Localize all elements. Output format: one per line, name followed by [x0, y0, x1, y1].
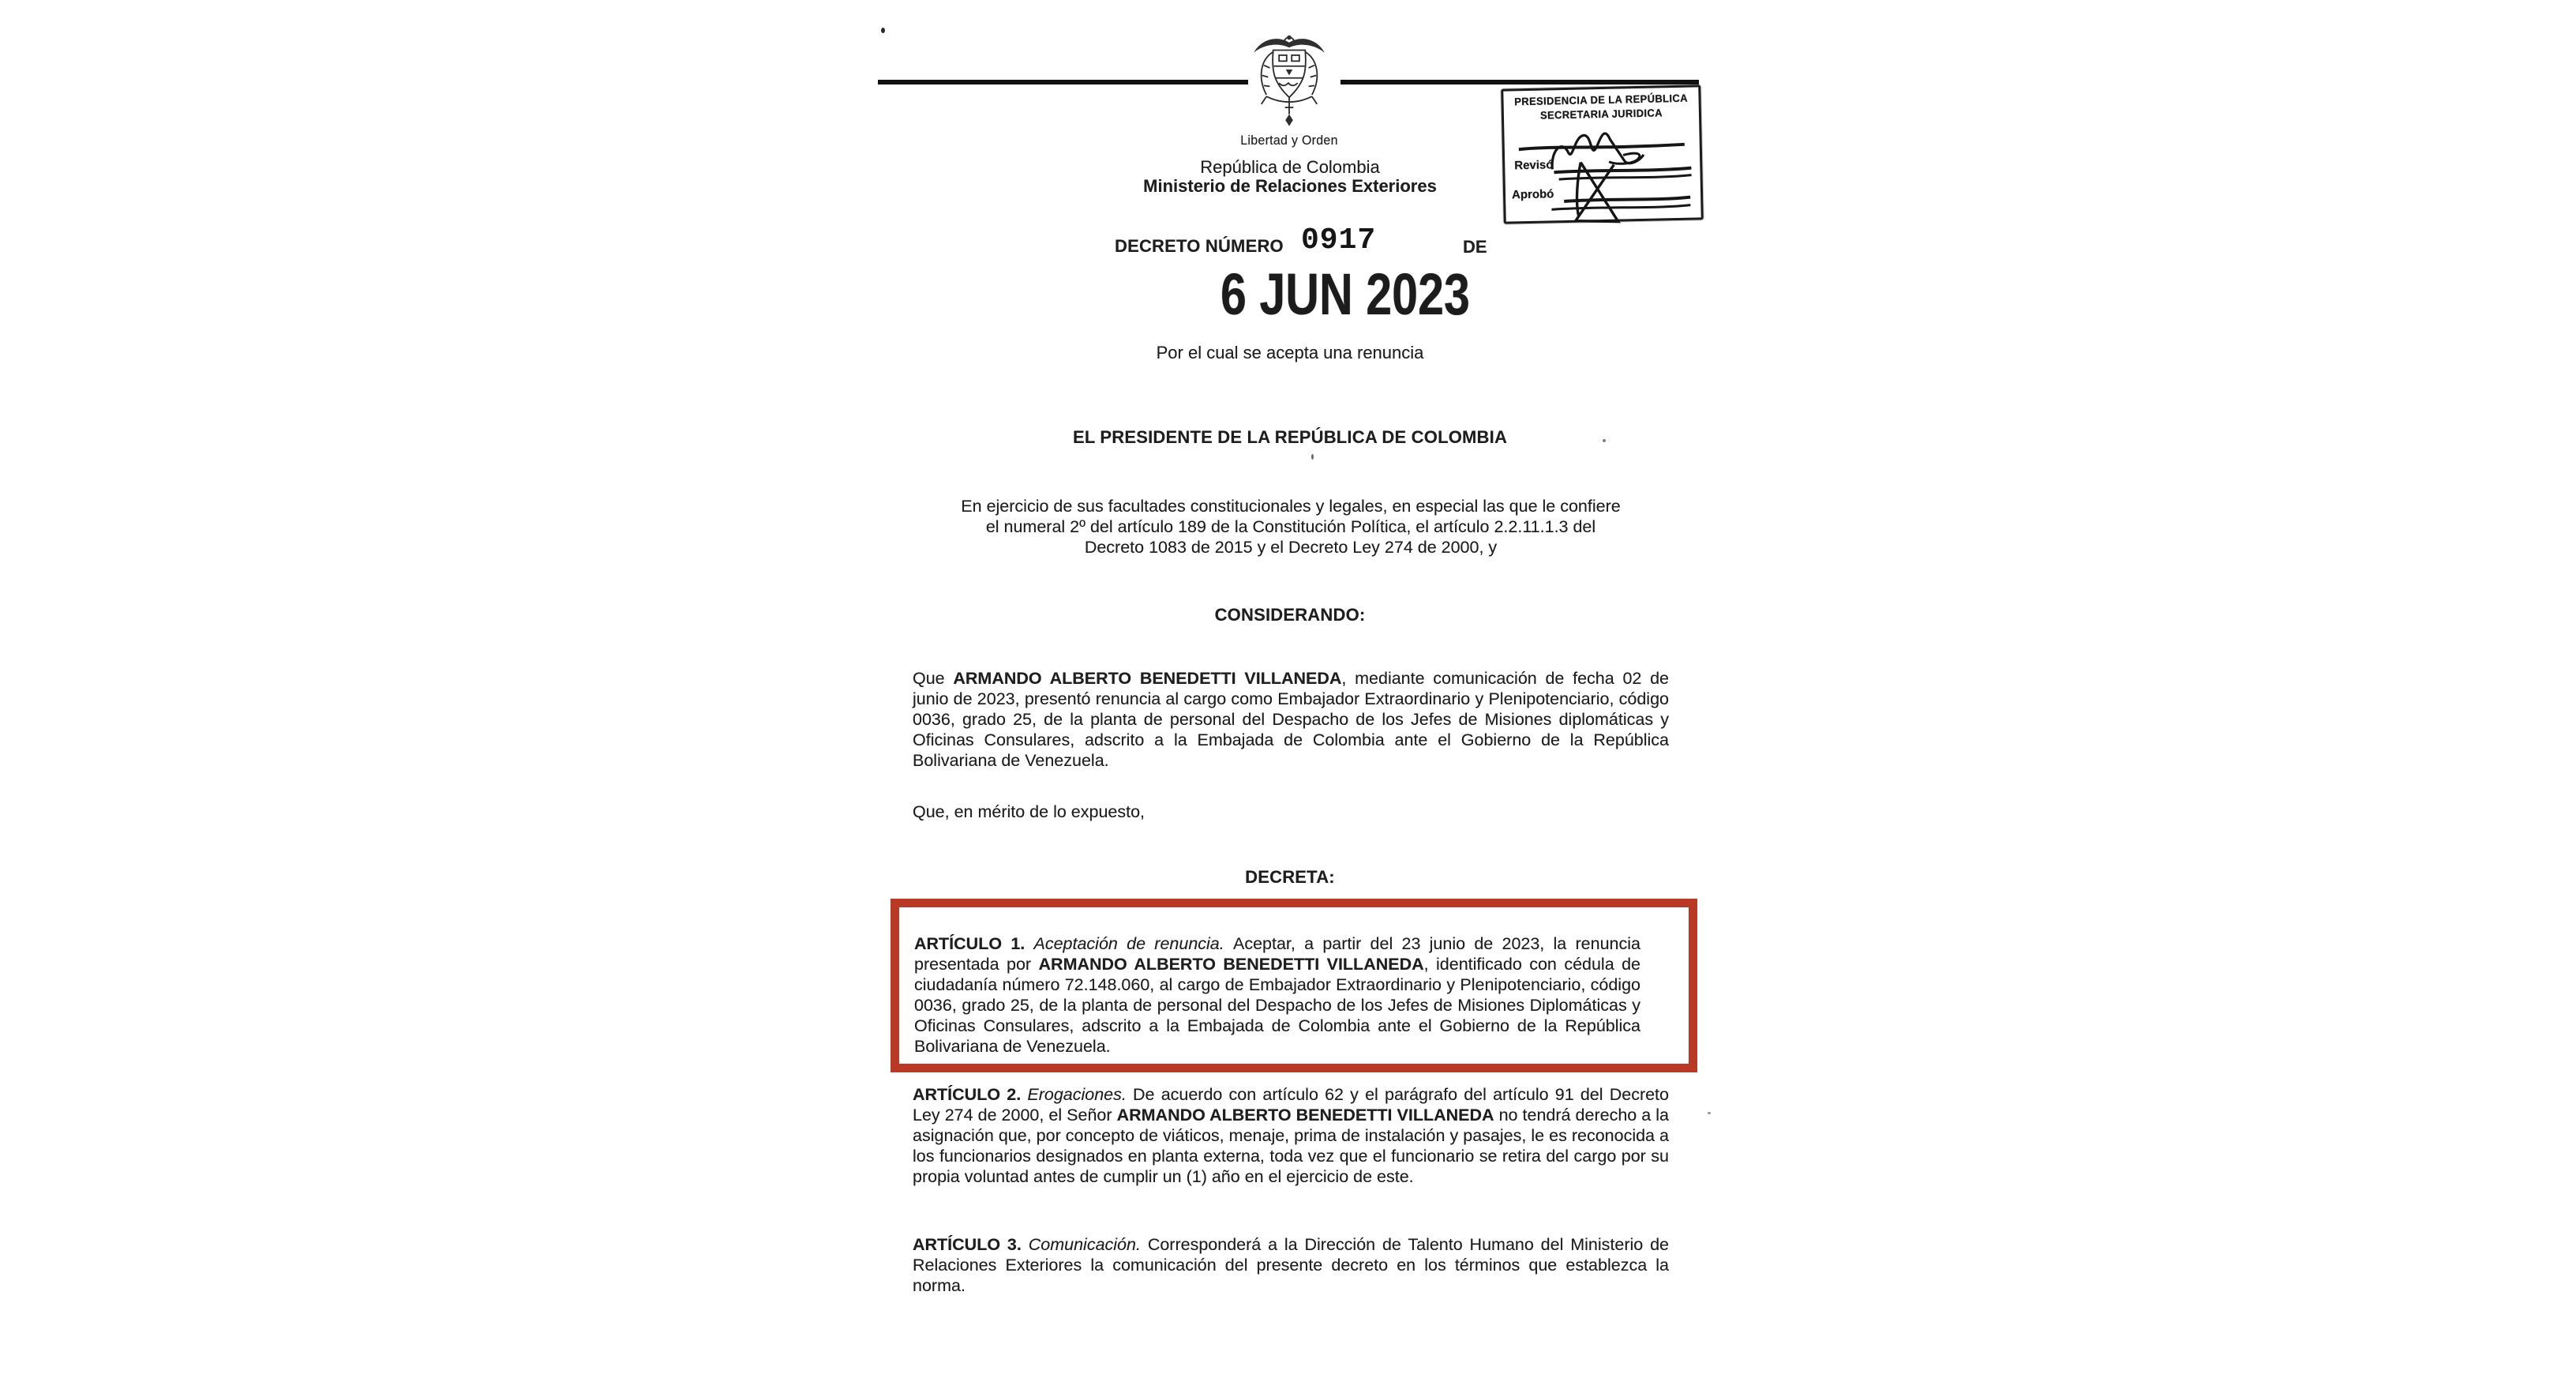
scan-speck: [881, 28, 885, 33]
president-heading: EL PRESIDENTE DE LA REPÚBLICA DE COLOMBIA: [1072, 427, 1508, 447]
stamp-line2: SECRETARIA JURIDICA: [1539, 107, 1663, 122]
secretaria-juridica-stamp: [1501, 84, 1704, 223]
considerando-paragraph: Que ARMANDO ALBERTO BENEDETTI VILLANEDA, mediante comunicación de fecha 02 de junio de 2023, presentó renuncia al cargo como Embajador Extraordinario y Plenipotenciario, código 0036, grado 25, de la planta de personal del Despacho de los Jefes de Misiones diplomáticas y Oficinas Consulares, adscrito a la Embajada de Colombia ante el Gobierno de la República Bolivariana de Venezuela.: [913, 669, 1669, 770]
decree-number-value: 0917: [1301, 223, 1377, 257]
preamble-paragraph: En ejercicio de sus facultades constitucionales y legales, en especial las que le confiere el numeral 2º del artículo 189 de la Constitución Política, el artículo 2.2.11.1.3 del Decreto 1083 de 2015 y el Decreto Ley 274 de 2000, y: [961, 497, 1621, 557]
colombia-coat-of-arms-icon: [1246, 32, 1333, 131]
decree-de-label: DE: [1463, 237, 1487, 257]
considerando-heading: CONSIDERANDO:: [1214, 605, 1366, 625]
decree-subject: Por el cual se acepta una renuncia: [1156, 343, 1424, 362]
crest-motto: Libertad y Orden: [1240, 133, 1338, 148]
republic-title: República de Colombia: [1200, 157, 1380, 177]
ministry-title: Ministerio de Relaciones Exteriores: [1143, 176, 1437, 196]
stamp-line1: PRESIDENCIA DE LA REPÚBLICA: [1514, 92, 1689, 108]
signature-scribble-icon: [1503, 87, 1701, 229]
scan-speck: [1311, 454, 1314, 460]
date-stamp: 6 JUN 2023: [1221, 261, 1470, 327]
decreta-heading: DECRETA:: [1245, 867, 1335, 887]
article-3-paragraph: ARTÍCULO 3. Comunicación. Corresponderá a la Dirección de Talento Humano del Ministerio de Relaciones Exteriores la comunicación del presente decreto en los términos que establezca la norma.: [913, 1235, 1670, 1295]
stamp-aprobo-label: Aprobó: [1511, 187, 1554, 202]
scan-speck: [1603, 439, 1606, 442]
stamp-reviso-label: Revisó: [1514, 158, 1554, 173]
decree-number-label: DECRETO NÚMERO: [1115, 236, 1284, 256]
article-1-paragraph: ARTÍCULO 1. Aceptación de renuncia. Aceptar, a partir del 23 junio de 2023, la renuncia presentada por ARMANDO ALBERTO BENEDETTI VILLANEDA, identificado con cédula de ciudadanía número 72.148.060, al cargo de Embajador Extraordinario y Plenipotenciario, código 0036, grado 25, de la planta de personal del Despacho de los Jefes de Misiones Diplomáticas y Oficinas Consulares, adscrito a la Embajada de Colombia ante el Gobierno de la República Bolivariana de Venezuela.: [914, 934, 1641, 1056]
article-2-paragraph: ARTÍCULO 2. Erogaciones. De acuerdo con artículo 62 y el parágrafo del artículo 91 del Decreto Ley 274 de 2000, el Señor ARMANDO ALBERTO BENEDETTI VILLANEDA no tendrá derecho a la asignación que, por concepto de viáticos, menaje, prima de instalación y pasajes, le es reconocida a los funcionarios designados en planta externa, toda vez que el funcionario se retira del cargo por su propia voluntad antes de cumplir un (1) año en el ejercicio de este.: [913, 1085, 1669, 1186]
header-rule-right: [1340, 80, 1699, 84]
header-rule-left: [878, 80, 1248, 84]
scan-speck: [1708, 1112, 1711, 1114]
article-1-highlight-box: [891, 899, 1697, 1072]
merito-paragraph: Que, en mérito de lo expuesto,: [913, 802, 1146, 821]
